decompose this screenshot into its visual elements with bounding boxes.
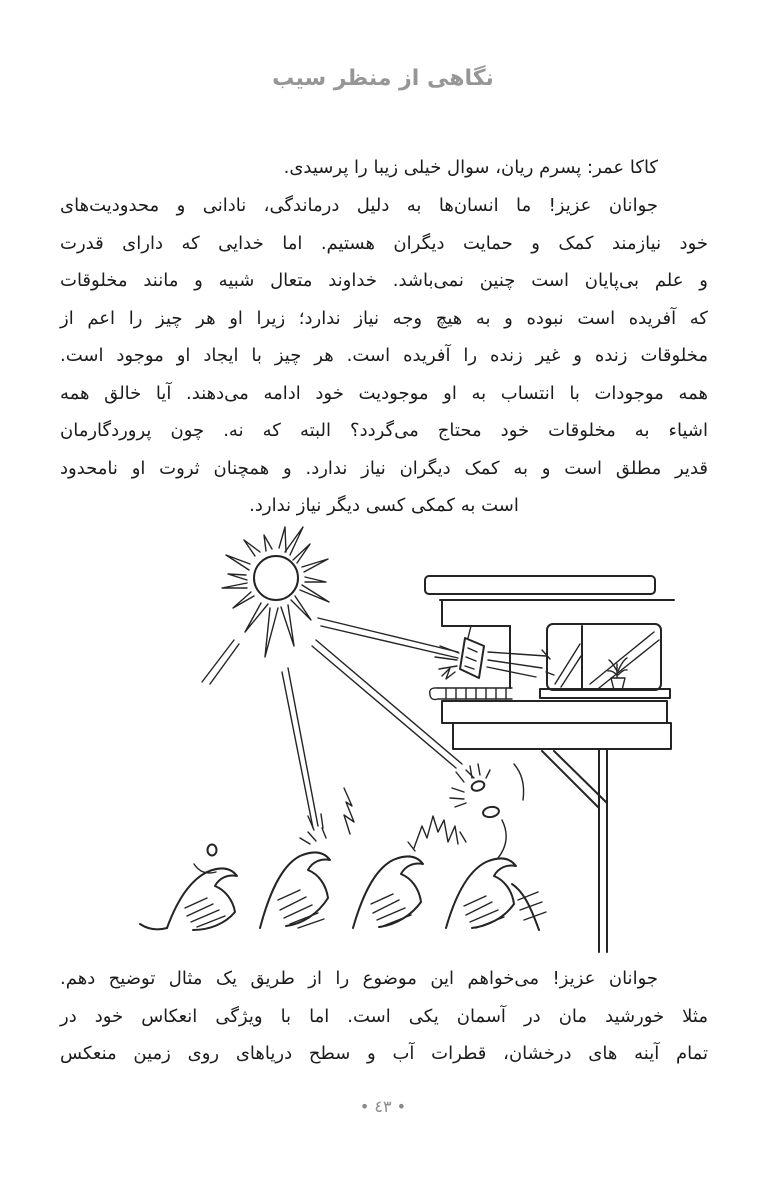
text-line: خود نیازمند کمک و حمایت دیگران هستیم. اما خدایی که دارای قدرت xyxy=(60,232,708,254)
illustration-sun-reflection xyxy=(122,520,682,960)
text-line: جوانان عزیز! می‌خواهم این موضوع را از طریق یک مثال توضیح دهم. xyxy=(60,968,658,989)
text-line: جوانان عزیز! ما انسان‌ها به دلیل درماندگی، نادانی و محدودیت‌های xyxy=(60,195,658,216)
mirror-light-burst xyxy=(435,646,554,679)
page-number: • ٤٣ • xyxy=(359,1097,407,1116)
diagonal-brace xyxy=(542,751,607,808)
sun-icon xyxy=(254,556,298,600)
text-line: همه موجودات با انتساب به او موجودیت خود ادامه می‌دهند. آیا خالق همه xyxy=(60,382,708,404)
sun-rays xyxy=(222,527,329,657)
potted-plant-icon xyxy=(608,658,627,690)
text-line: تمام آینه های درخشان، قطرات آب و سطح دریاهای روی زمین منعکس xyxy=(60,1043,708,1064)
light-beam-lines xyxy=(202,618,462,828)
support-post xyxy=(599,749,607,952)
window-icon xyxy=(547,624,661,690)
text-line: است به کمکی کسی دیگر نیاز ندارد. xyxy=(249,495,519,516)
page-title: نگاهی از منظر سیب xyxy=(272,66,494,91)
text-line: و علم بی‌پایان است چنین نمی‌باشد. خداوند متعال شبیه و مانند مخلوقات xyxy=(60,270,708,291)
sea-waves-icon xyxy=(140,853,546,930)
text-line: که آفریده است نبوده و به هیچ وجه نیاز ندارد؛ زیرا او هر چیز را اعم از xyxy=(60,307,708,329)
paragraph-intro xyxy=(60,149,708,187)
paragraph-main xyxy=(60,187,708,525)
text-line: اشیاء به مخلوقات خود محتاج می‌گردد؟ البته که نه. چون پروردگارمان xyxy=(60,420,708,441)
text-line: مثلا خورشید مان در آسمان یکی است. اما با ویژگی انعکاس خود در xyxy=(60,1005,708,1027)
text-line: مخلوقات زنده و غیر زنده را آفریده است. هر چیز با ایجاد او موجود است. xyxy=(60,345,708,366)
hanging-mirror-icon xyxy=(460,626,484,678)
text-line: قدیر مطلق است و به کمک دیگران نیاز ندارد. و همچنان ثروت او نامحدود xyxy=(60,457,708,479)
sketch-canvas xyxy=(122,520,682,960)
text-line: کاکا عمر: پسرم ریان، سوال خیلی زیبا را پرسیدی. xyxy=(283,157,658,178)
balcony-slab xyxy=(442,701,671,749)
paragraph-example xyxy=(60,960,708,1073)
water-droplets xyxy=(194,764,524,873)
balcony-ledge xyxy=(430,688,512,700)
splash-icon xyxy=(300,764,490,851)
